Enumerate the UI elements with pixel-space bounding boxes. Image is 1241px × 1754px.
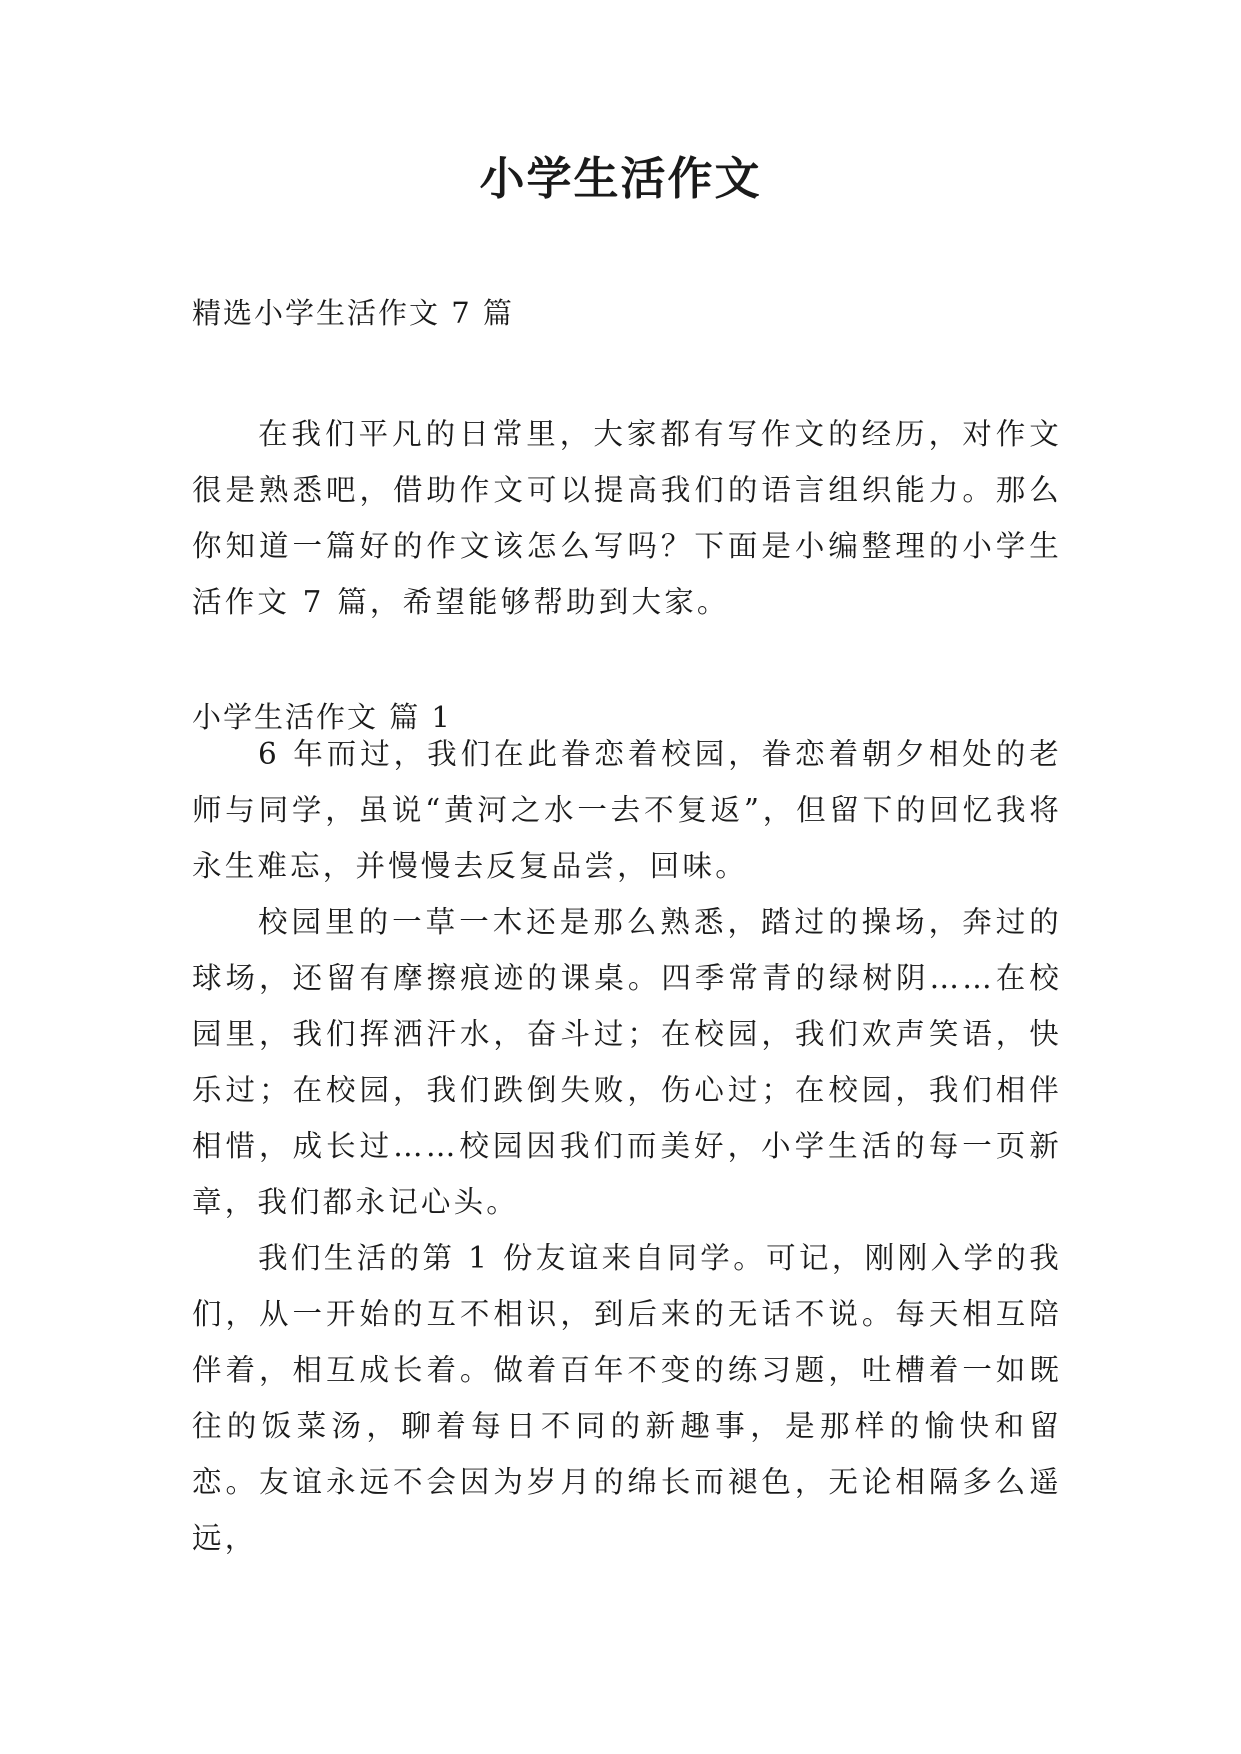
- body-paragraph: 校园里的一草一木还是那么熟悉，踏过的操场，奔过的球场，还留有摩擦痕迹的课桌。四季常青的绿树阴……在校园里，我们挥洒汗水，奋斗过；在校园，我们欢声笑语，快乐过；在校园，我们跌倒失败，伤心过；在校园，我们相伴相惜，成长过……校园因我们而美好，小学生活的每一页新章，我们都永记心头。: [192, 905, 1062, 1219]
- document-title: 小学生活作文: [479, 152, 762, 205]
- body-paragraph: 6 年而过，我们在此眷恋着校园，眷恋着朝夕相处的老师与同学，虽说“黄河之水一去不复返”，但留下的回忆我将永生难忘，并慢慢去反复品尝，回味。: [192, 737, 1062, 883]
- section-heading: 小学生活作文 篇 1: [192, 700, 452, 734]
- section-body: [192, 726, 1062, 1566]
- intro-block: [192, 406, 1062, 630]
- intro-paragraph: 在我们平凡的日常里，大家都有写作文的经历，对作文很是熟悉吧，借助作文可以提高我们的语言组织能力。那么你知道一篇好的作文该怎么写吗？下面是小编整理的小学生活作文 7 篇，希望能够帮助到大家。: [192, 417, 1062, 619]
- document-subtitle: 精选小学生活作文 7 篇: [192, 296, 514, 330]
- body-paragraph: 我们生活的第 1 份友谊来自同学。可记，刚刚入学的我们，从一开始的互不相识，到后来的无话不说。每天相互陪伴着，相互成长着。做着百年不变的练习题，吐槽着一如既往的饭菜汤，聊着每日不同的新趣事，是那样的愉快和留恋。友谊永远不会因为岁月的绵长而褪色，无论相隔多么遥远，: [192, 1241, 1062, 1555]
